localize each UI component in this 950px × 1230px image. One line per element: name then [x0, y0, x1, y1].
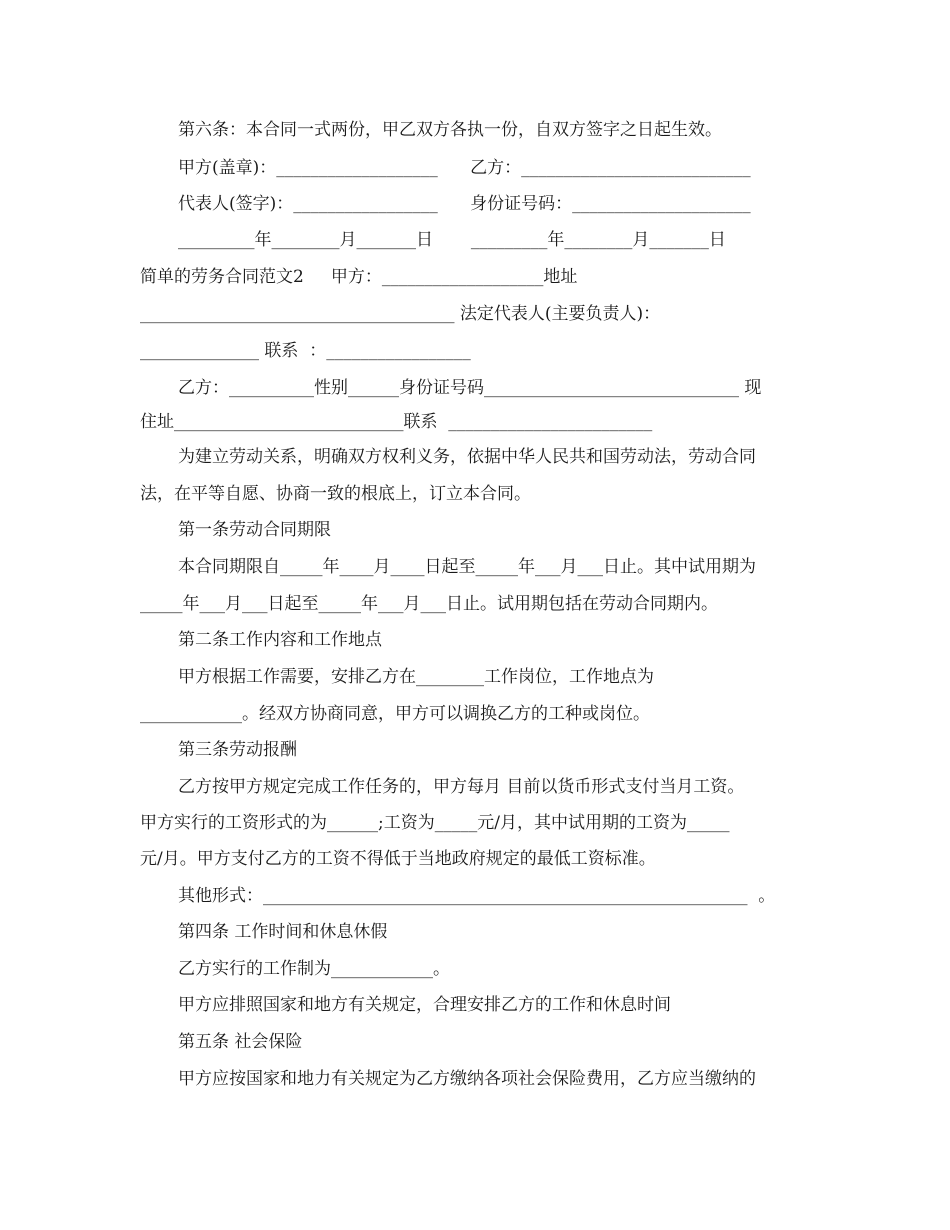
clause-six-text: 第六条：本合同一式两份，甲乙双方各执一份，自双方签字之日起生效。 [178, 120, 722, 140]
signing-date-line: _________年________月_______日 _________年________月_______日 [178, 230, 726, 250]
representative-signature-line: 代表人(签字)：_________________ 身份证号码：_____________________ [178, 194, 751, 214]
work-content-text: 甲方根据工作需要，安排乙方在________工作岗位，工作地点为 [178, 667, 654, 687]
article-one-heading: 第一条劳动合同期限 [178, 520, 331, 540]
probation-term-text: _____年___月___日起至_____年___月___日止。试用期包括在劳动合同期内。 [140, 594, 718, 614]
social-insurance-text: 甲方应按国家和地力有关规定为乙方缴纳各项社会保险费用，乙方应当缴纳的 [178, 1069, 756, 1089]
party-a-seal-line: 甲方(盖章)：___________________ 乙方：___________________________ [178, 158, 751, 178]
article-five-heading: 第五条 社会保险 [178, 1032, 303, 1052]
party-b-info-line: 乙方：__________性别______身份证号码______________________________ 现 [178, 378, 762, 398]
other-forms-line: 其他形式：_________________________________________________________ 。 [178, 886, 776, 906]
work-location-text: ____________。经双方协商同意，甲方可以调换乙方的工种或岗位。 [140, 704, 650, 724]
article-four-heading: 第四条 工作时间和休息休假 [178, 922, 388, 942]
rest-arrangement-text: 甲方应排照国家和地方有关规定，合理安排乙方的工作和休息时间 [178, 995, 671, 1015]
minimum-wage-text: 元/月。甲方支付乙方的工资不得低于当地政府规定的最低工资标准。 [140, 849, 656, 869]
sample-2-heading-line: 简单的劳务合同范文2 甲方：___________________地址 [140, 267, 578, 287]
preamble-text-cont: 法，在平等自愿、协商一致的根底上，订立本合同。 [140, 484, 531, 504]
legal-representative-line: _____________________________________ 法定代表人(主要负责人)： [140, 304, 661, 324]
preamble-text: 为建立劳动关系，明确双方权利义务，依据中华人民共和国劳动法，劳动合同 [178, 447, 756, 467]
wage-form-text: 甲方实行的工资形式的为______;工资为_____元/月，其中试用期的工资为_____ [140, 813, 730, 833]
payment-text: 乙方按甲方规定完成工作任务的，甲方每月 目前以货币形式支付当月工资。 [178, 777, 745, 797]
contract-term-text: 本合同期限自_____年____月____日起至_____年___月___日止。其中试用期为 [178, 557, 756, 577]
party-b-address-line: 住址___________________________联系 ________________________ [140, 412, 653, 432]
work-system-line: 乙方实行的工作制为____________。 [178, 959, 450, 979]
contact-line: ______________ 联系 ：_________________ [140, 341, 471, 361]
article-three-heading: 第三条劳动报酬 [178, 740, 297, 760]
article-two-heading: 第二条工作内容和工作地点 [178, 630, 382, 650]
